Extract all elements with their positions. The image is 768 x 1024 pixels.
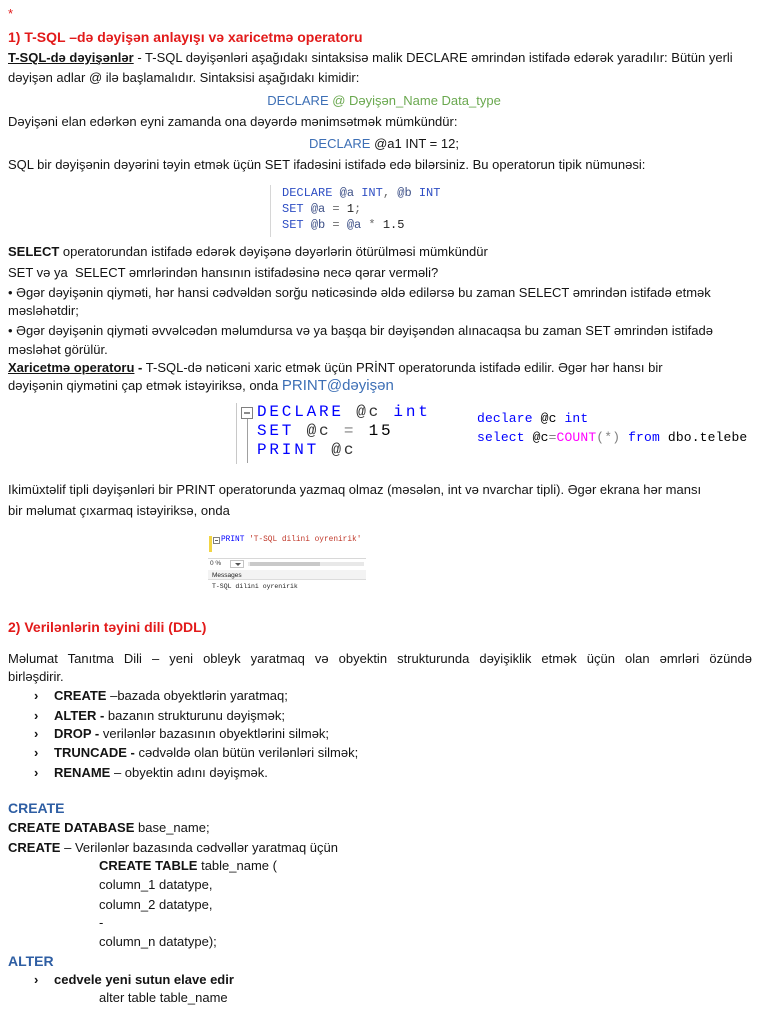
alter-table-syntax: alter table table_name <box>99 990 228 1005</box>
code-text <box>304 202 311 216</box>
create-table-syntax <box>99 857 277 875</box>
code-line <box>257 403 431 422</box>
create-heading: CREATE <box>8 800 65 816</box>
outline-guide <box>247 419 248 463</box>
choice-bullet-line: • Əgər dəyişənin qiyməti, hər hansi cədvəldən sorğu nəticəsində əldə edilərsə bu zaman SELECT əmrindən istifadə etmək <box>8 285 711 300</box>
output-paragraph-line <box>8 359 663 377</box>
query-editor-screenshot <box>208 533 366 593</box>
init-example-args: @a1 INT = 12; <box>370 136 459 151</box>
alter-heading: ALTER <box>8 953 54 969</box>
set-paragraph: SQL bir dəyişənin dəyərini təyin etmək üçün SET ifadəsini istifadə edə bilərsiniz. Bu operatorun tipik nümunəsi: <box>8 157 646 172</box>
query-text <box>221 535 361 545</box>
column-definition: - <box>99 915 104 930</box>
list-item <box>54 707 285 725</box>
code-operator: , <box>382 186 391 200</box>
code-number: 1.5 <box>382 218 405 232</box>
code-line <box>282 185 448 201</box>
code-keyword: INT <box>418 186 441 200</box>
code-operator: = <box>548 430 557 445</box>
code-keyword: DECLARE <box>257 403 344 421</box>
code-variable: @a <box>346 218 362 232</box>
code-text <box>304 218 311 232</box>
create-database-keyword: CREATE DATABASE <box>8 820 135 835</box>
code-variable: @c <box>294 422 344 440</box>
code-keyword: DECLARE <box>282 186 333 200</box>
chevron-down-icon <box>235 563 241 566</box>
code-keyword: int <box>564 411 589 426</box>
output-paragraph-line <box>8 377 394 395</box>
select-count-code <box>477 409 747 447</box>
code-line <box>477 409 747 428</box>
list-bullet: › <box>34 745 39 760</box>
scrollbar-thumb <box>250 562 320 566</box>
output-term: Xaricetmə operatoru <box>8 360 135 375</box>
alter-list-item: cedvele yeni sutun elave edir <box>54 972 234 987</box>
collapse-icon <box>213 537 220 544</box>
command-description: cədvəldə olan bütün verilənləri silmək; <box>134 745 359 760</box>
command-name: TRUNCADE - <box>54 745 135 760</box>
code-text: dbo.telebe <box>659 430 748 445</box>
command-description: –bazada obyektlərin yaratmaq; <box>106 688 288 703</box>
list-item <box>54 764 268 782</box>
code-keyword: int <box>393 403 431 421</box>
command-description: verilənlər bazasının obyektlərini silmək; <box>99 726 330 741</box>
horizontal-scrollbar <box>248 562 364 566</box>
mixed-types-paragraph-line: Ikimüxtəlif tipli dəyişənləri bir PRINT operatorunda yazmaq olmaz (məsələn, int və nvarchar tipli). Əgər ekrana hər mansı <box>8 482 702 497</box>
choice-bullet-line: məsləhətdir; <box>8 303 79 318</box>
output-text: dəyişənin qiymətini çap etmək istəyiriksə, onda <box>8 378 282 393</box>
choice-question: SET və ya SELECT əmrlərindən hansının istifadəsinə necə qərar verməli? <box>8 265 439 280</box>
init-example-line <box>0 135 768 153</box>
change-marker-bar <box>209 536 212 552</box>
list-bullet: › <box>34 765 39 780</box>
list-item <box>54 744 358 762</box>
code-text <box>620 430 628 445</box>
code-keyword: select <box>477 430 525 445</box>
variables-paragraph-line <box>8 49 733 67</box>
code-keyword: SET <box>257 422 295 440</box>
create-database-line <box>8 819 210 837</box>
declare-syntax-line <box>0 92 768 110</box>
list-bullet: › <box>34 708 39 723</box>
command-name: RENAME <box>54 765 111 780</box>
code-variable: @b <box>397 186 412 200</box>
command-name: ALTER - <box>54 708 105 723</box>
column-definition: column_n datatype); <box>99 934 217 949</box>
code-line <box>282 217 448 233</box>
print-syntax: PRINT@dəyişən <box>281 377 394 394</box>
print-example-lines <box>257 403 431 460</box>
code-operator: = <box>343 422 357 440</box>
set-example-code <box>270 185 448 237</box>
code-variable: @c <box>343 403 394 421</box>
code-keyword: declare <box>477 411 533 426</box>
list-bullet: › <box>34 972 39 987</box>
code-text <box>332 186 339 200</box>
list-item <box>54 687 288 705</box>
code-line <box>221 535 361 545</box>
zoom-dropdown <box>230 560 244 568</box>
create-table-args: table_name ( <box>197 858 277 873</box>
select-text: operatorundan istifadə edərək dəyişənə dəyərlərin ötürülməsi mümkündür <box>59 244 488 259</box>
code-keyword: SET <box>282 218 304 232</box>
create-keyword: CREATE <box>8 840 61 855</box>
collapse-icon <box>241 407 253 419</box>
code-variable: @b <box>310 218 326 232</box>
code-function: COUNT <box>556 430 597 445</box>
choice-bullet-line: məsləhət görülür. <box>8 342 108 357</box>
code-variable: @a <box>339 186 355 200</box>
list-bullet: › <box>34 726 39 741</box>
create-database-args: base_name; <box>134 820 210 835</box>
variables-paragraph-line: dəyişən adlar @ ilə başlamalıdır. Sintaksisi aşağıdakı kimidir: <box>8 70 360 85</box>
variables-term: T-SQL-də dəyişənlər <box>8 50 134 65</box>
command-name: DROP - <box>54 726 100 741</box>
mixed-types-paragraph-line: bir məlumat çıxarmaq istəyiriksə, onda <box>8 503 230 518</box>
code-operator: * <box>361 218 383 232</box>
code-line <box>282 201 448 217</box>
command-name: CREATE <box>54 688 107 703</box>
code-keyword: PRINT <box>221 536 245 544</box>
command-description: – obyektin adını dəyişmək. <box>110 765 268 780</box>
code-variable: @c <box>319 441 357 459</box>
code-operator: = <box>325 202 347 216</box>
select-term: SELECT <box>8 244 60 259</box>
editor-divider <box>208 558 366 559</box>
code-variable: @a <box>310 202 326 216</box>
code-keyword: from <box>628 430 660 445</box>
code-operator: = <box>325 218 347 232</box>
code-string: 'T-SQL dilini oyrenirik' <box>249 536 362 544</box>
output-text: T-SQL-də nəticəni xaric etmək üçün PRİNT operatorunda istifadə edilir. Əgər hər hansı bir <box>142 360 663 375</box>
code-line <box>477 428 747 447</box>
variables-text: - T-SQL dəyişənləri aşağıdakı sintaksisə malik DECLARE əmrindən istifadə edərək yaradılır: Bütün yerli <box>133 50 733 65</box>
declare-keyword: DECLARE <box>267 93 329 108</box>
section-2-heading: 2) Verilənlərin təyini dili (DDL) <box>8 619 207 635</box>
code-number: 1 <box>346 202 355 216</box>
print-example-code <box>236 403 444 464</box>
code-line <box>257 441 431 460</box>
command-description: bazanın strukturunu dəyişmək; <box>104 708 285 723</box>
column-definition: column_1 datatype, <box>99 877 213 892</box>
code-text: @c <box>532 411 565 426</box>
column-definition: column_2 datatype, <box>99 897 213 912</box>
select-paragraph <box>8 243 488 261</box>
output-separator: - <box>134 360 143 375</box>
code-keyword: PRINT <box>257 441 320 459</box>
zoom-level: 0 % <box>210 560 222 567</box>
code-line <box>257 422 431 441</box>
section-1-heading: 1) T-SQL –də dəyişən anlayışı və xaricetmə operatoru <box>8 29 363 45</box>
code-operator: ; <box>354 202 362 216</box>
messages-output: T-SQL dilini oyrenirik <box>212 583 298 590</box>
declare-keyword: DECLARE <box>309 136 371 151</box>
code-number: 15 <box>356 422 394 440</box>
code-operator: (*) <box>596 430 621 445</box>
asterisk-marker: * <box>8 6 14 21</box>
messages-tab: Messages <box>212 572 242 579</box>
create-table-keyword: CREATE TABLE <box>99 858 198 873</box>
create-table-description <box>8 839 338 857</box>
code-text <box>412 186 419 200</box>
list-item <box>54 725 329 743</box>
create-table-text: – Verilənlər bazasında cədvəllər yaratmaq üçün <box>60 840 338 855</box>
code-keyword: SET <box>282 202 304 216</box>
declare-syntax-args: @ Dəyişən_Name Data_type <box>328 93 501 108</box>
init-paragraph: Dəyişəni elan edərkən eyni zamanda ona dəyərdə mənimsətmək mümkündür: <box>8 114 458 129</box>
ddl-intro-line: birləşdirir. <box>8 669 64 684</box>
ddl-intro-line: Məlumat Tanıtma Dili – yeni obleyk yaratmaq və obyektin strukturunda dəyişiklik etmək üçün olan əmrləri özündə <box>8 651 752 666</box>
choice-bullet-line: • Əgər dəyişənin qiyməti əvvəlcədən məlumdursa və ya başqa bir dəyişəndən alınacaqsa bu zaman SET əmrindən istifadə <box>8 323 713 338</box>
code-text: @c <box>524 430 549 445</box>
list-bullet: › <box>34 688 39 703</box>
code-keyword: INT <box>361 186 383 200</box>
